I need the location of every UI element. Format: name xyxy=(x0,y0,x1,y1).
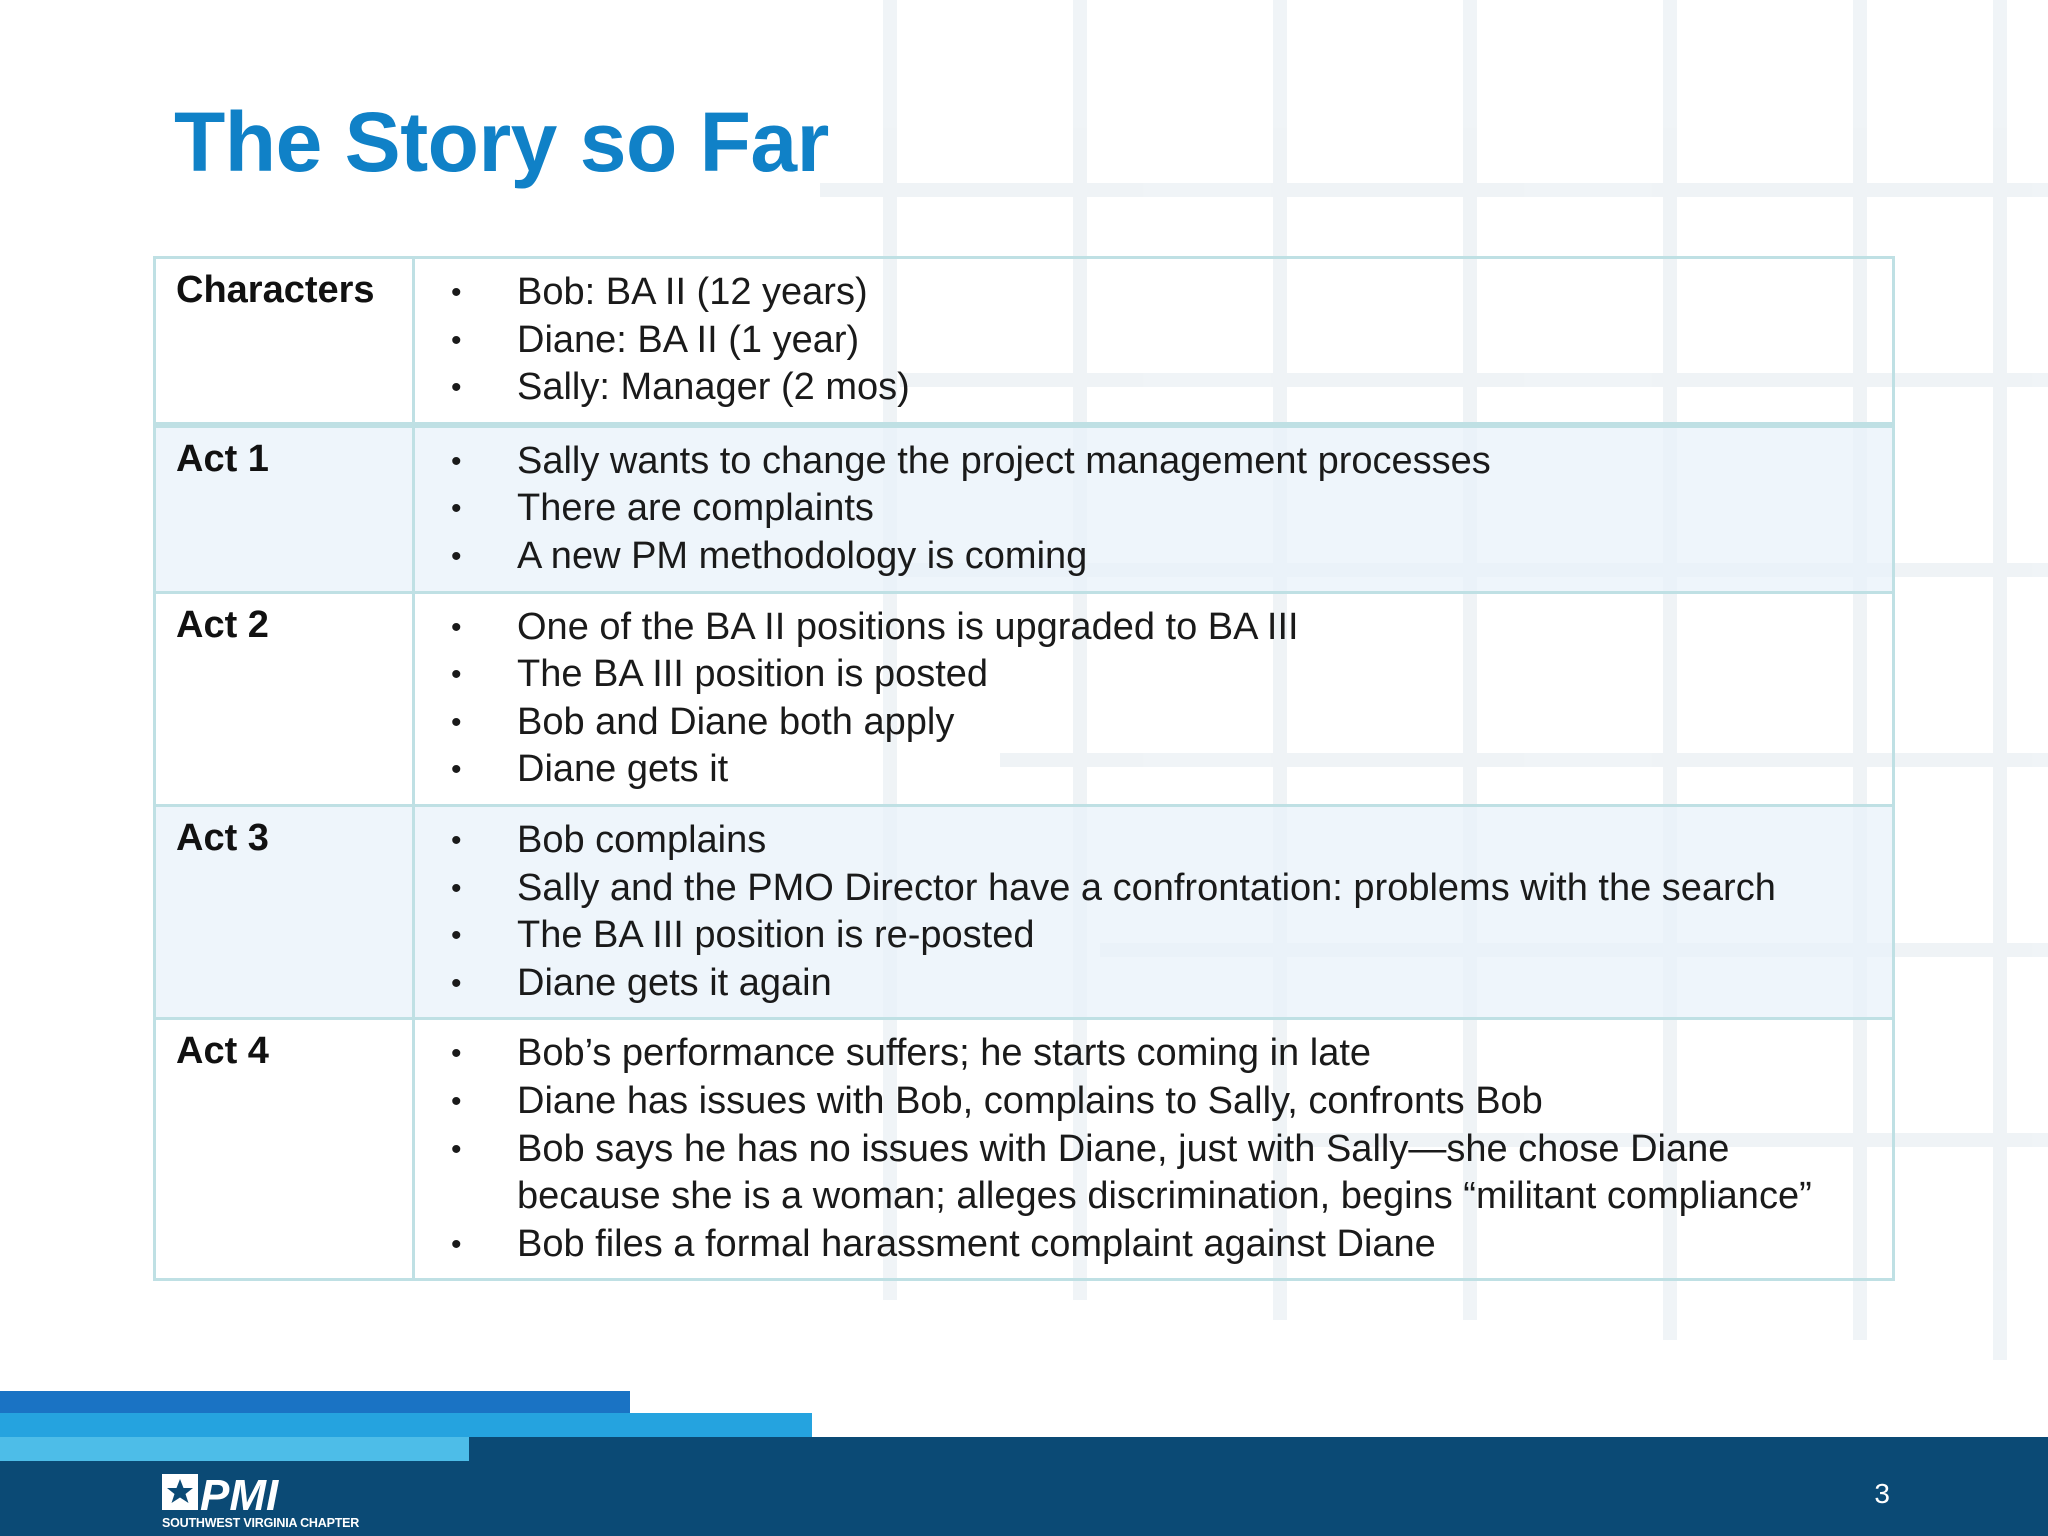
list-item: • Bob and Diane both apply xyxy=(435,699,1872,747)
list-item: • Sally wants to change the project management processes xyxy=(435,438,1872,486)
row-items xyxy=(414,1019,1894,1280)
table-row-act-2 xyxy=(155,592,1894,805)
table-row-act-3 xyxy=(155,805,1894,1018)
row-items xyxy=(414,258,1894,425)
list-item: • Bob: BA II (12 years) xyxy=(435,269,1872,317)
list-item: • One of the BA II positions is upgraded to BA III xyxy=(435,604,1872,652)
row-label: Characters xyxy=(155,258,414,425)
footer-band-dark xyxy=(0,1391,630,1415)
footer-band-mid xyxy=(0,1413,812,1437)
list-item: • Diane has issues with Bob, complains to Sally, confronts Bob xyxy=(435,1078,1872,1126)
chapter-name: SOUTHWEST VIRGINIA CHAPTER xyxy=(162,1516,360,1530)
list-item: • Bob’s performance suffers; he starts coming in late xyxy=(435,1030,1872,1078)
page-number: 3 xyxy=(1874,1478,1890,1509)
list-item: • Bob says he has no issues with Diane, just with Sally—she chose Diane because she is a woman; alleges discrimination, begins “militant compliance” xyxy=(435,1126,1872,1221)
slide-title: The Story so Far xyxy=(174,95,829,189)
table-row-act-4 xyxy=(155,1019,1894,1280)
logo-wordmark: PMI xyxy=(200,1471,279,1516)
list-item: • Diane: BA II (1 year) xyxy=(435,317,1872,365)
table-row-act-1 xyxy=(155,425,1894,592)
row-items xyxy=(414,805,1894,1018)
pmi-logo xyxy=(160,1470,320,1516)
list-item: • The BA III position is posted xyxy=(435,651,1872,699)
row-label: Act 1 xyxy=(155,425,414,592)
row-label: Act 2 xyxy=(155,592,414,805)
list-item: • Diane gets it again xyxy=(435,960,1872,1008)
bullet-list xyxy=(435,817,1872,1007)
row-items xyxy=(414,592,1894,805)
story-table xyxy=(153,256,1895,1281)
footer-band-light xyxy=(0,1437,469,1461)
row-label: Act 4 xyxy=(155,1019,414,1280)
bullet-list xyxy=(435,438,1872,581)
list-item: • The BA III position is re-posted xyxy=(435,912,1872,960)
bullet-list xyxy=(435,269,1872,412)
list-item: • Sally and the PMO Director have a confrontation: problems with the search xyxy=(435,865,1872,913)
row-items xyxy=(414,425,1894,592)
table-row-characters xyxy=(155,258,1894,425)
list-item: • Bob files a formal harassment complaint against Diane xyxy=(435,1221,1872,1269)
list-item: • Diane gets it xyxy=(435,746,1872,794)
bullet-list xyxy=(435,604,1872,794)
row-label: Act 3 xyxy=(155,805,414,1018)
list-item: • Bob complains xyxy=(435,817,1872,865)
list-item: • A new PM methodology is coming xyxy=(435,533,1872,581)
list-item: • Sally: Manager (2 mos) xyxy=(435,364,1872,412)
bullet-list xyxy=(435,1030,1872,1268)
list-item: • There are complaints xyxy=(435,485,1872,533)
